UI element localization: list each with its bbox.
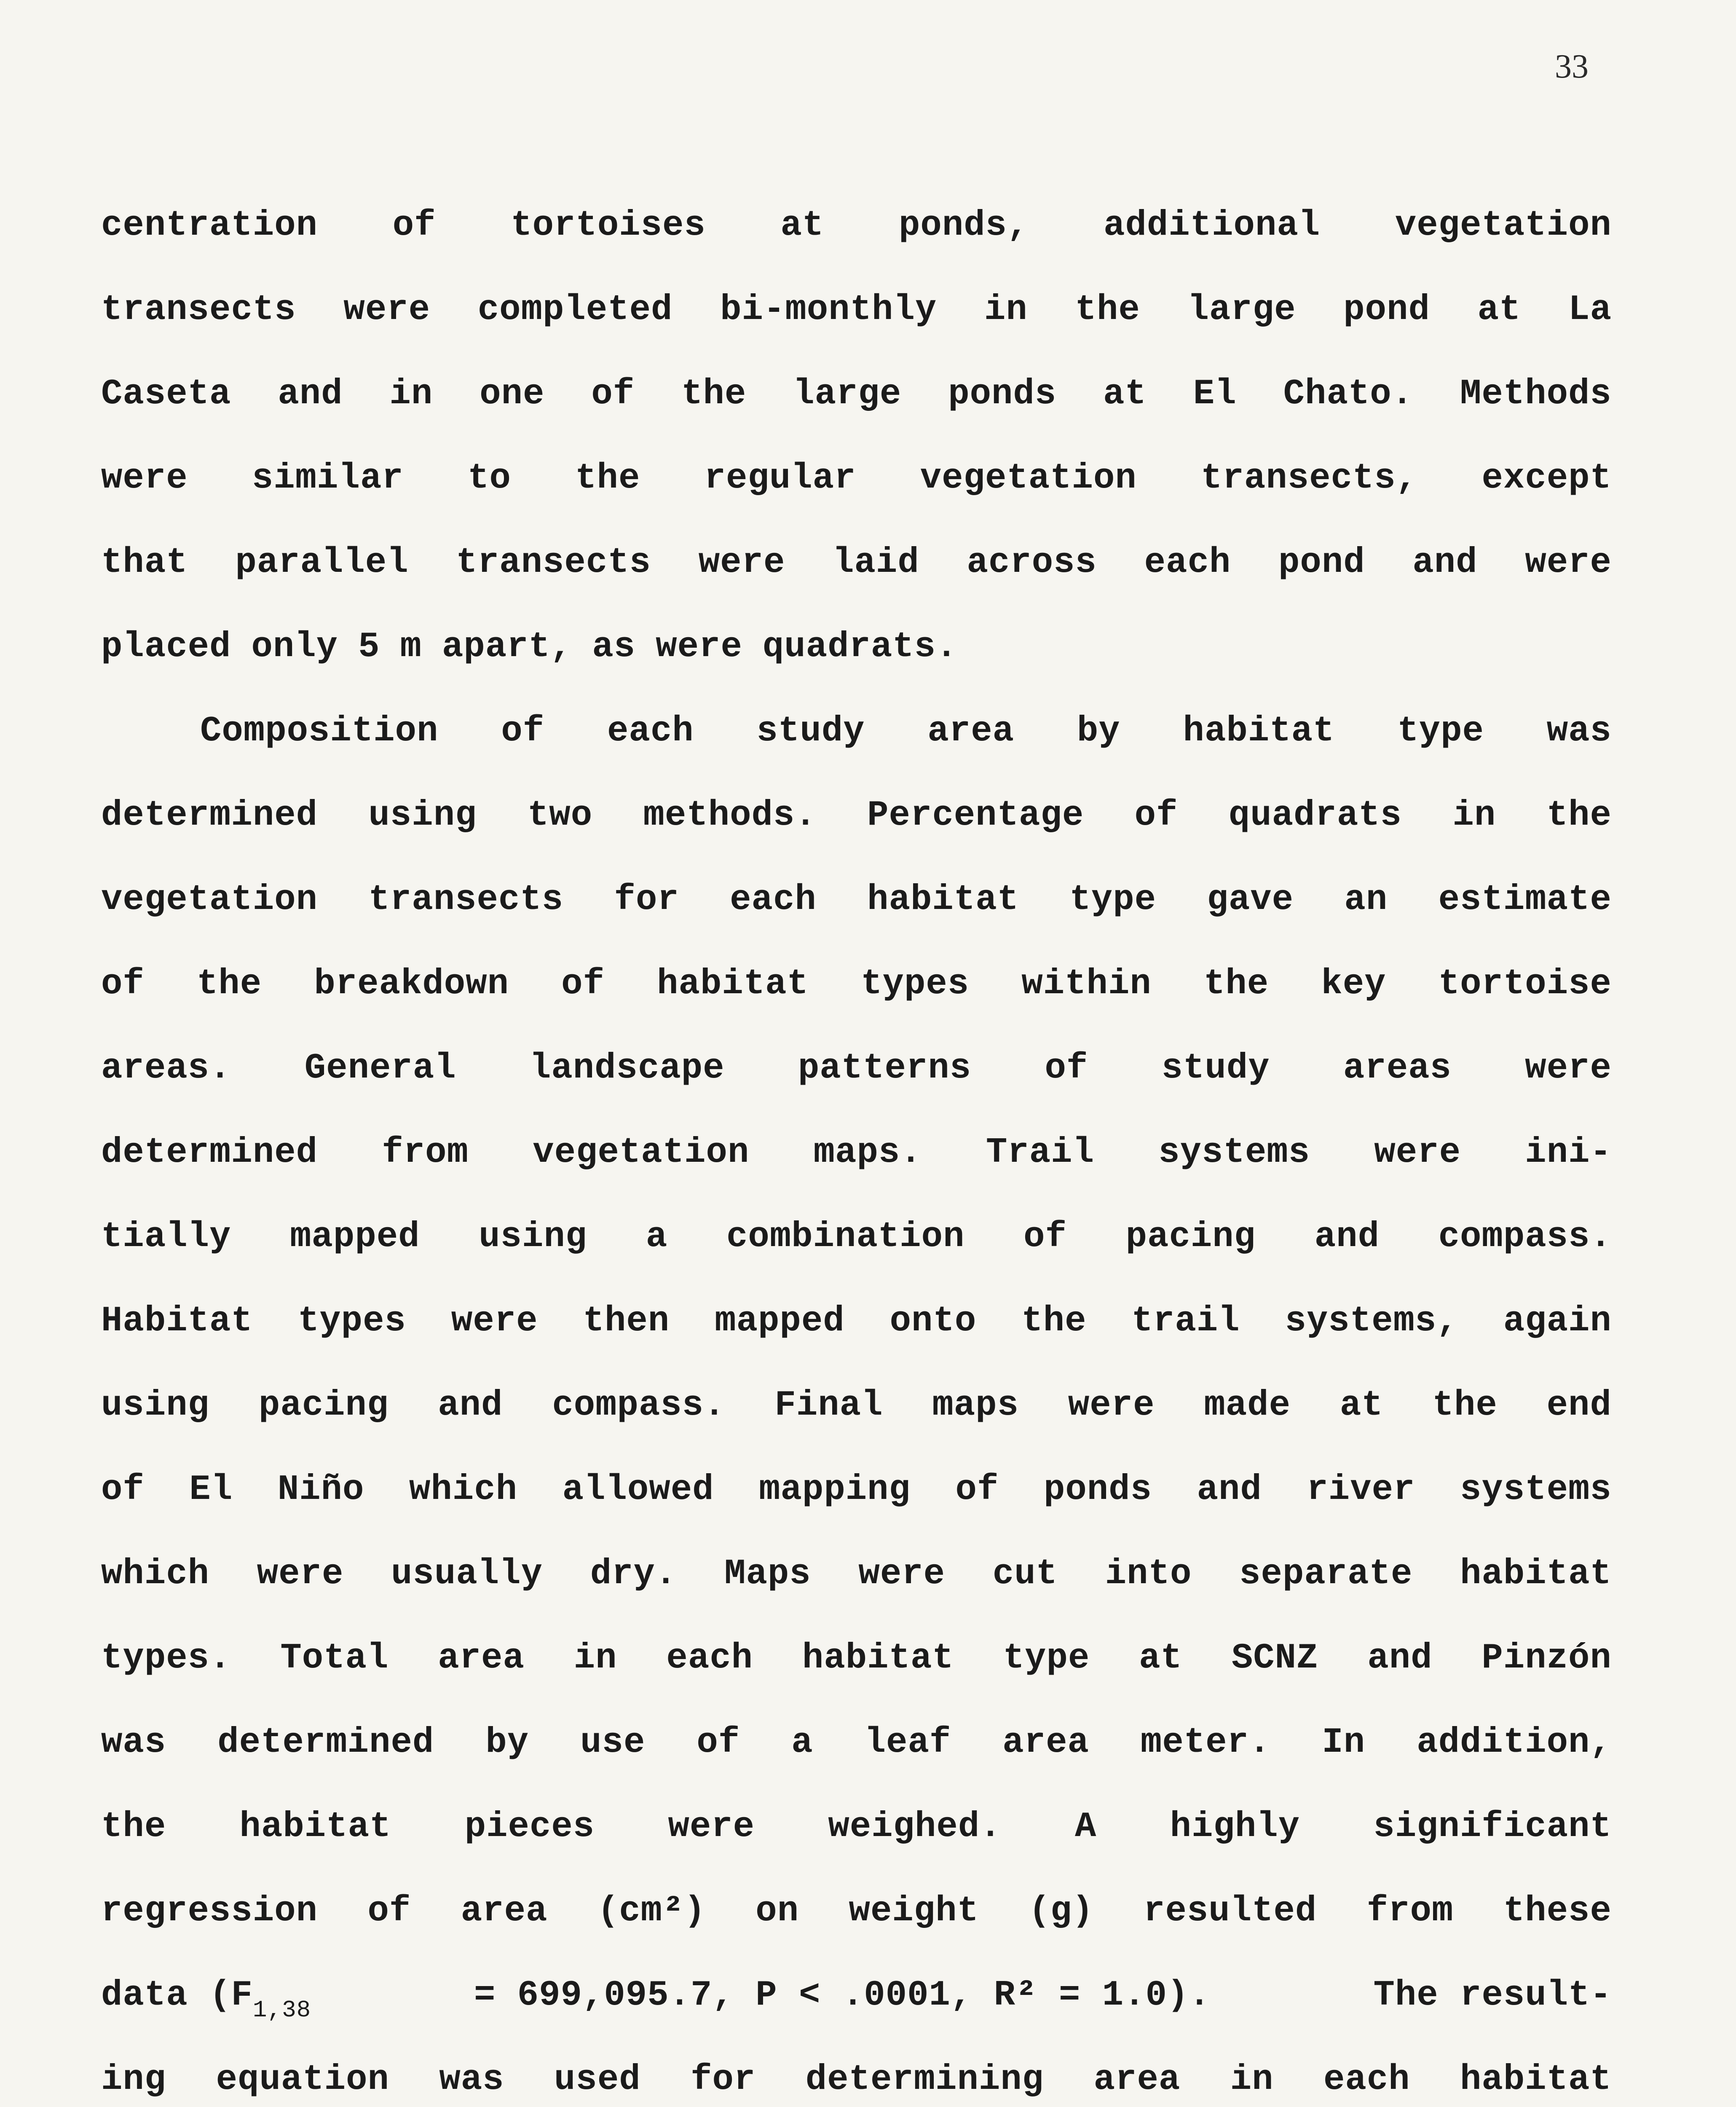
word: determined xyxy=(101,796,318,836)
text-line xyxy=(101,2038,1612,2107)
word: in xyxy=(573,1638,617,1678)
word: onto xyxy=(889,1301,977,1341)
word: combination xyxy=(726,1217,965,1257)
text-line xyxy=(101,1279,1612,1364)
word: each xyxy=(1144,543,1231,583)
stat-prefix: data ($F_{1,38}$ xyxy=(101,1976,311,2024)
word: in xyxy=(1230,2060,1274,2100)
word: these xyxy=(1503,1891,1612,1931)
word: were xyxy=(858,1554,946,1594)
text-line xyxy=(101,1027,1612,1111)
word: habitat xyxy=(1460,1554,1612,1594)
word: on xyxy=(755,1891,799,1931)
word: tortoises xyxy=(511,206,706,246)
text-line xyxy=(101,437,1612,521)
word: type xyxy=(1003,1638,1090,1678)
word: were xyxy=(257,1554,344,1594)
f-subscript: 1,38 xyxy=(252,1997,311,2024)
word: the xyxy=(1021,1301,1087,1341)
word: quadrats. xyxy=(762,627,958,667)
word: parallel xyxy=(235,543,409,583)
word: SCNZ xyxy=(1231,1638,1318,1678)
word: at xyxy=(1477,290,1521,330)
word: quadrats xyxy=(1228,796,1402,836)
word: at xyxy=(1340,1386,1383,1426)
word: equation xyxy=(216,2060,389,2100)
word: were xyxy=(668,1807,755,1847)
word: using xyxy=(479,1217,587,1257)
word: (cm²) xyxy=(597,1891,706,1931)
word: General xyxy=(304,1048,456,1088)
word: area xyxy=(1093,2060,1181,2100)
word: pacing xyxy=(258,1386,389,1426)
word: into xyxy=(1105,1554,1192,1594)
text-line xyxy=(101,1785,1612,1869)
word: a xyxy=(791,1723,813,1763)
word: river xyxy=(1307,1470,1415,1510)
word: tortoise xyxy=(1438,964,1612,1004)
word: determining xyxy=(805,2060,1044,2100)
word: Chato. xyxy=(1283,374,1414,414)
word: habitat xyxy=(867,880,1019,920)
text-line xyxy=(101,1195,1612,1279)
text-line xyxy=(101,268,1612,352)
word: dry. xyxy=(590,1554,677,1594)
word: compass. xyxy=(1438,1217,1612,1257)
word: were xyxy=(1525,1048,1612,1088)
word: by xyxy=(485,1723,529,1763)
word: were xyxy=(101,458,188,499)
word: habitat xyxy=(802,1638,954,1678)
word: vegetation xyxy=(1395,206,1612,246)
word: El xyxy=(189,1470,233,1510)
word: of xyxy=(561,964,605,1004)
word: weight xyxy=(849,1891,979,1931)
word: from xyxy=(1366,1891,1454,1931)
word: which xyxy=(101,1554,210,1594)
word: habitat xyxy=(657,964,809,1004)
word: were xyxy=(656,627,742,667)
word: in xyxy=(984,290,1028,330)
word: types xyxy=(861,964,970,1004)
word: determined xyxy=(217,1723,434,1763)
word: Percentage xyxy=(867,796,1084,836)
word: and xyxy=(1314,1217,1380,1257)
word: systems, xyxy=(1285,1301,1458,1341)
word: La xyxy=(1568,290,1612,330)
word: allowed xyxy=(562,1470,714,1510)
word: key xyxy=(1321,964,1386,1004)
word: patterns xyxy=(798,1048,972,1088)
word: trail xyxy=(1131,1301,1240,1341)
text-line xyxy=(101,184,1612,268)
word: cut xyxy=(992,1554,1058,1594)
word: maps xyxy=(932,1386,1019,1426)
word: except xyxy=(1481,458,1612,499)
word: of xyxy=(1045,1048,1088,1088)
word: of xyxy=(101,1470,145,1510)
word: two xyxy=(527,796,593,836)
text-line xyxy=(101,1364,1612,1448)
word: El xyxy=(1193,374,1237,414)
word: only xyxy=(251,627,338,667)
word: Total xyxy=(280,1638,389,1678)
word: of xyxy=(367,1891,411,1931)
text-line xyxy=(101,942,1612,1027)
word: mapped xyxy=(715,1301,845,1341)
word: of xyxy=(955,1470,999,1510)
word: each xyxy=(730,880,817,920)
word: at xyxy=(1103,374,1147,414)
word: at xyxy=(1139,1638,1182,1678)
word: Trail xyxy=(986,1133,1094,1173)
text-line xyxy=(101,1448,1612,1532)
word: large xyxy=(1187,290,1296,330)
word: and xyxy=(1197,1470,1262,1510)
word: centration xyxy=(101,206,318,246)
word: methods. xyxy=(643,796,817,836)
word: maps. xyxy=(813,1133,922,1173)
word: usually xyxy=(391,1554,543,1594)
word: each xyxy=(666,1638,753,1678)
word: compass. xyxy=(552,1386,726,1426)
text-line xyxy=(101,605,1612,689)
word: pond xyxy=(1278,543,1365,583)
word: a xyxy=(646,1217,668,1257)
word: vegetation xyxy=(533,1133,750,1173)
word: of xyxy=(1134,796,1178,836)
word: using xyxy=(368,796,477,836)
word: types. xyxy=(101,1638,231,1678)
word: area xyxy=(1002,1723,1089,1763)
word: tially xyxy=(101,1217,231,1257)
word: landscape xyxy=(529,1048,725,1088)
word: similar xyxy=(252,458,404,499)
word: using xyxy=(101,1386,210,1426)
word: pieces xyxy=(464,1807,595,1847)
stat-values: = 699,095.7, P < .0001, R² = 1.0). xyxy=(474,1976,1211,2016)
word: that xyxy=(101,543,188,583)
text-line xyxy=(101,1532,1612,1616)
word: mapping xyxy=(759,1470,911,1510)
word: study xyxy=(756,711,865,751)
word: meter. xyxy=(1140,1723,1271,1763)
word: then xyxy=(583,1301,670,1341)
word: the xyxy=(101,1807,166,1847)
word: of xyxy=(101,964,145,1004)
word: in xyxy=(389,374,433,414)
word: from xyxy=(382,1133,469,1173)
word: at xyxy=(780,206,824,246)
word: Pinzón xyxy=(1481,1638,1612,1678)
word: regular xyxy=(704,458,856,499)
word: habitat xyxy=(1460,2060,1612,2100)
word: end xyxy=(1546,1386,1612,1426)
word: regression xyxy=(101,1891,318,1931)
word: in xyxy=(1452,796,1496,836)
word: (g) xyxy=(1029,1891,1094,1931)
word: type xyxy=(1397,711,1484,751)
word: A xyxy=(1074,1807,1097,1847)
body-text xyxy=(101,184,1612,2107)
word: determined xyxy=(101,1133,318,1173)
word: was xyxy=(101,1723,166,1763)
word: one xyxy=(480,374,545,414)
word: transects, xyxy=(1201,458,1418,499)
word: weighed. xyxy=(828,1807,1002,1847)
word: areas. xyxy=(101,1048,231,1088)
word: were xyxy=(698,543,785,583)
word: used xyxy=(554,2060,641,2100)
word: Habitat xyxy=(101,1301,253,1341)
word: again xyxy=(1503,1301,1612,1341)
word: completed xyxy=(477,290,673,330)
word: ini- xyxy=(1525,1133,1612,1173)
text-line xyxy=(101,352,1612,437)
word: an xyxy=(1344,880,1388,920)
word: of xyxy=(591,374,635,414)
word: of xyxy=(1023,1217,1067,1257)
word: placed xyxy=(101,627,231,667)
word: pacing xyxy=(1125,1217,1256,1257)
word: use xyxy=(580,1723,646,1763)
word: vegetation xyxy=(101,880,318,920)
word: areas xyxy=(1343,1048,1452,1088)
word: were xyxy=(1068,1386,1155,1426)
word: breakdown xyxy=(314,964,509,1004)
word: were xyxy=(1525,543,1612,583)
word: within xyxy=(1021,964,1152,1004)
word: Methods xyxy=(1460,374,1612,414)
word: each xyxy=(607,711,694,751)
word: and xyxy=(438,1386,503,1426)
word: each xyxy=(1323,2060,1410,2100)
word: In xyxy=(1322,1723,1366,1763)
word: Composition xyxy=(200,711,439,751)
word: gave xyxy=(1207,880,1294,920)
word: Niño xyxy=(277,1470,364,1510)
word: transects xyxy=(456,543,651,583)
word: pond xyxy=(1343,290,1430,330)
word: systems xyxy=(1460,1470,1612,1510)
word: transects xyxy=(368,880,564,920)
word: separate xyxy=(1239,1554,1413,1594)
text-line xyxy=(101,1111,1612,1195)
word: by xyxy=(1077,711,1120,751)
word: habitat xyxy=(239,1807,391,1847)
word: to xyxy=(468,458,511,499)
word: area xyxy=(461,1891,548,1931)
word: was xyxy=(439,2060,504,2100)
word: transects xyxy=(101,290,296,330)
word: of xyxy=(392,206,436,246)
word: leaf xyxy=(864,1723,951,1763)
word: were xyxy=(1374,1133,1461,1173)
word: apart, xyxy=(442,627,572,667)
text-line xyxy=(101,858,1612,942)
word: were xyxy=(451,1301,538,1341)
word: vegetation xyxy=(920,458,1137,499)
word: addition, xyxy=(1417,1723,1612,1763)
word: made xyxy=(1204,1386,1291,1426)
word: ponds, xyxy=(899,206,1029,246)
word: habitat xyxy=(1183,711,1335,751)
text-line xyxy=(101,1869,1612,1954)
word: estimate xyxy=(1438,880,1612,920)
word: laid xyxy=(833,543,919,583)
word: Maps xyxy=(724,1554,811,1594)
word: m xyxy=(400,627,422,667)
word: was xyxy=(1546,711,1612,751)
word: across xyxy=(967,543,1097,583)
text-line xyxy=(101,1701,1612,1785)
text-line xyxy=(101,521,1612,605)
word: the xyxy=(196,964,262,1004)
word: mapped xyxy=(290,1217,420,1257)
word: Final xyxy=(774,1386,883,1426)
word: of xyxy=(501,711,545,751)
word: ponds xyxy=(1043,1470,1152,1510)
word: the xyxy=(1203,964,1269,1004)
word: the xyxy=(1075,290,1140,330)
word: and xyxy=(1367,1638,1433,1678)
stat-text-line xyxy=(101,1954,1612,2038)
word: ing xyxy=(101,2060,166,2100)
word: the xyxy=(575,458,640,499)
word: the xyxy=(1546,796,1612,836)
word: large xyxy=(793,374,902,414)
word: as xyxy=(592,627,636,667)
text-line xyxy=(101,1616,1612,1701)
word: significant xyxy=(1373,1807,1612,1847)
word: for xyxy=(614,880,679,920)
text-line xyxy=(101,689,1612,774)
word: the xyxy=(681,374,747,414)
word: ponds xyxy=(948,374,1057,414)
word: area xyxy=(438,1638,525,1678)
word: Caseta xyxy=(101,374,231,414)
word: additional xyxy=(1104,206,1321,246)
word: were xyxy=(343,290,431,330)
word: resulted xyxy=(1144,1891,1317,1931)
page-number: 33 xyxy=(1555,48,1589,85)
word: and xyxy=(278,374,343,414)
word: type xyxy=(1069,880,1157,920)
word: 5 xyxy=(358,627,380,667)
text-line xyxy=(101,774,1612,858)
word: the xyxy=(1432,1386,1498,1426)
word: study xyxy=(1161,1048,1270,1088)
word: of xyxy=(697,1723,740,1763)
word: area xyxy=(927,711,1015,751)
word: highly xyxy=(1170,1807,1300,1847)
word: bi-monthly xyxy=(720,290,937,330)
word: for xyxy=(691,2060,756,2100)
word: systems xyxy=(1158,1133,1310,1173)
word: and xyxy=(1412,543,1478,583)
word: types xyxy=(297,1301,406,1341)
stat-tail: The result- xyxy=(1373,1976,1612,2016)
word: which xyxy=(409,1470,518,1510)
